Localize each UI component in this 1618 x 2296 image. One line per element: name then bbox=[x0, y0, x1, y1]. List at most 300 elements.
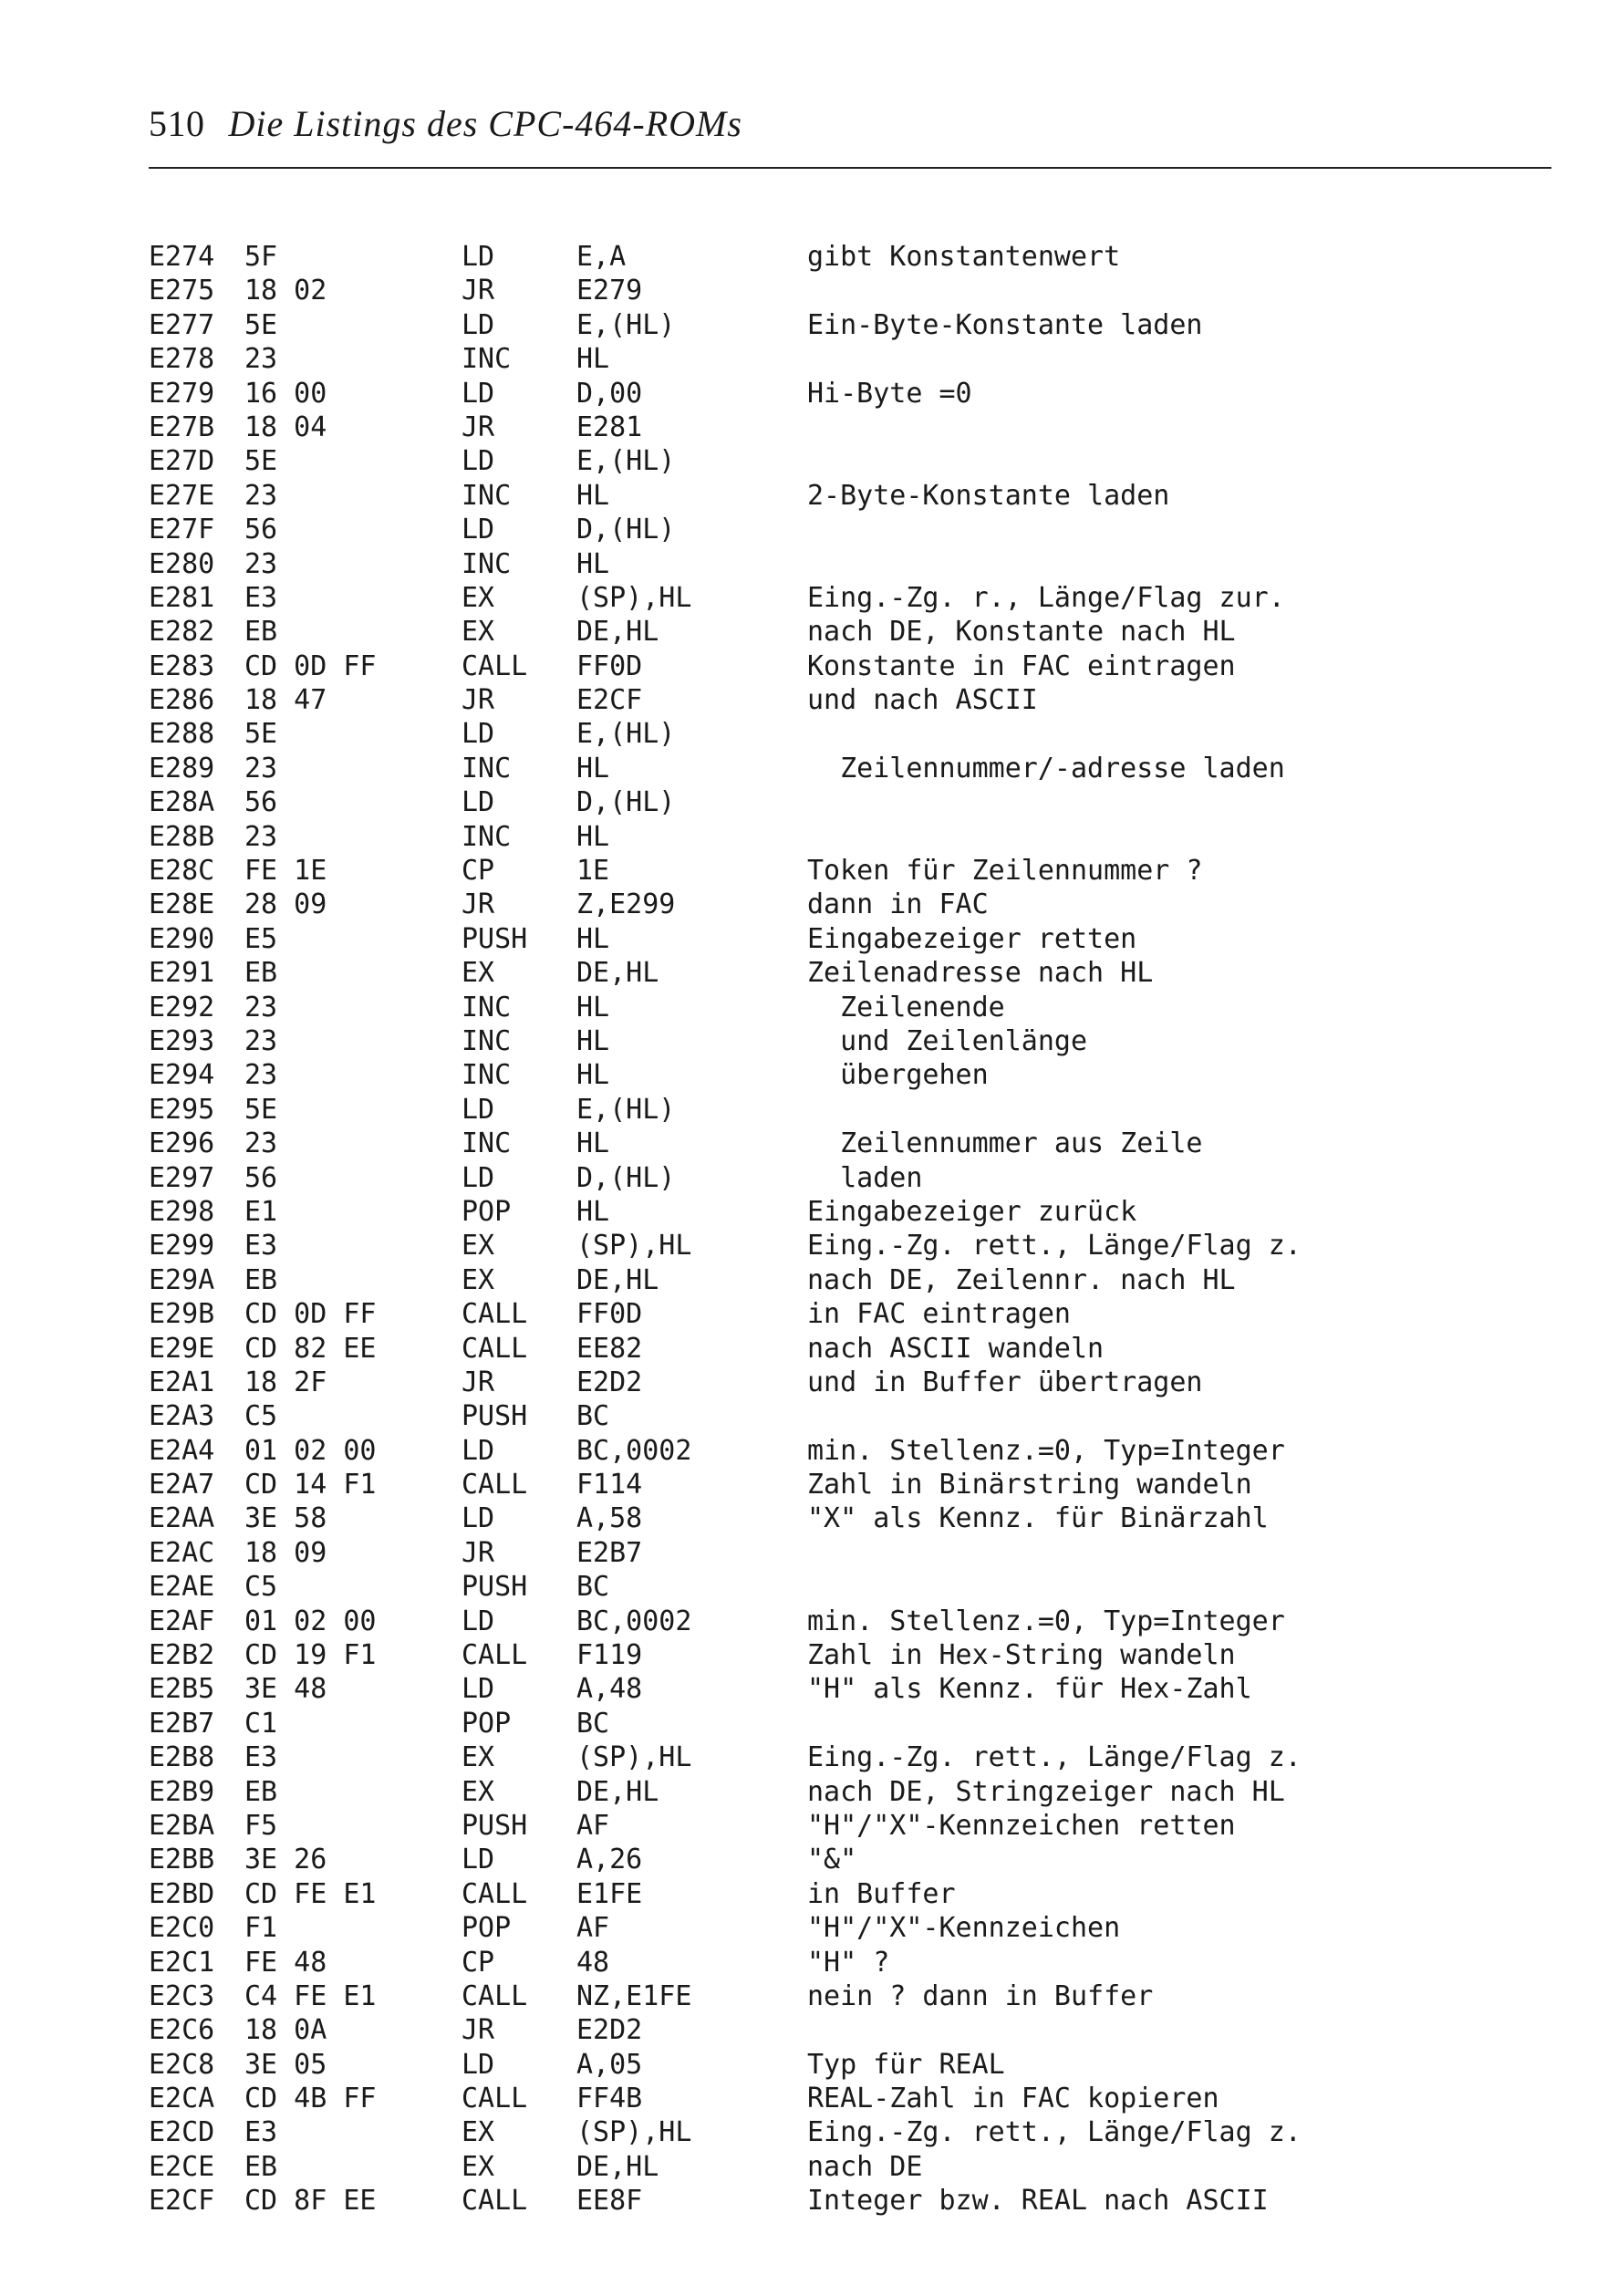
opcode-bytes-cell: 23 bbox=[244, 343, 278, 376]
operand-cell: BC bbox=[576, 1707, 610, 1740]
address-cell: E2CD bbox=[149, 2116, 215, 2149]
opcode-bytes-cell: EB bbox=[244, 1263, 278, 1296]
address-cell: E2B7 bbox=[149, 1707, 215, 1740]
listing-row bbox=[149, 2150, 1553, 2184]
address-cell: E274 bbox=[149, 241, 215, 273]
operand-cell: HL bbox=[576, 922, 610, 955]
operand-cell: BC,0002 bbox=[576, 1434, 692, 1467]
listing-row bbox=[149, 2013, 1553, 2047]
address-cell: E292 bbox=[149, 991, 215, 1023]
comment-cell: Konstante in FAC eintragen bbox=[807, 649, 1236, 682]
operand-cell: E2B7 bbox=[576, 1536, 643, 1569]
listing-row bbox=[149, 1434, 1553, 1468]
address-cell: E290 bbox=[149, 922, 215, 955]
listing-row bbox=[149, 1843, 1553, 1876]
operand-cell: FF4B bbox=[576, 2083, 643, 2115]
page-number: 510 bbox=[149, 103, 205, 144]
mnemonic-cell: JR bbox=[462, 2014, 495, 2047]
mnemonic-cell: LD bbox=[462, 1434, 495, 1467]
listing-row bbox=[149, 377, 1553, 410]
address-cell: E28C bbox=[149, 855, 215, 888]
listing-row bbox=[149, 513, 1553, 546]
address-cell: E277 bbox=[149, 308, 215, 341]
address-cell: E2CE bbox=[149, 2150, 215, 2183]
address-cell: E296 bbox=[149, 1127, 215, 1160]
opcode-bytes-cell: 23 bbox=[244, 820, 278, 853]
opcode-bytes-cell: 18 04 bbox=[244, 410, 327, 443]
operand-cell: E2D2 bbox=[576, 2014, 643, 2047]
comment-cell: Zeilenende bbox=[807, 991, 1005, 1023]
mnemonic-cell: EX bbox=[462, 957, 495, 990]
mnemonic-cell: JR bbox=[462, 888, 495, 921]
address-cell: E281 bbox=[149, 581, 215, 614]
listing-row bbox=[149, 820, 1553, 854]
comment-cell: Ein-Byte-Konstante laden bbox=[807, 308, 1203, 341]
address-cell: E2B5 bbox=[149, 1673, 215, 1706]
operand-cell: E,(HL) bbox=[576, 718, 676, 751]
comment-cell: "X" als Kennz. für Binärzahl bbox=[807, 1502, 1269, 1535]
operand-cell: D,(HL) bbox=[576, 514, 676, 546]
address-cell: E2AE bbox=[149, 1571, 215, 1604]
operand-cell: E,(HL) bbox=[576, 445, 676, 478]
mnemonic-cell: JR bbox=[462, 1366, 495, 1398]
comment-cell: nach DE, Konstante nach HL bbox=[807, 616, 1236, 649]
operand-cell: E2CF bbox=[576, 684, 643, 717]
address-cell: E2B8 bbox=[149, 1741, 215, 1774]
address-cell: E2AF bbox=[149, 1605, 215, 1637]
listing-row bbox=[149, 240, 1553, 274]
operand-cell: HL bbox=[576, 820, 610, 853]
operand-cell: F114 bbox=[576, 1469, 643, 1501]
mnemonic-cell: INC bbox=[462, 991, 512, 1023]
mnemonic-cell: INC bbox=[462, 1127, 512, 1160]
mnemonic-cell: PUSH bbox=[462, 922, 528, 955]
comment-cell: Zeilenadresse nach HL bbox=[807, 957, 1154, 990]
opcode-bytes-cell: 18 09 bbox=[244, 1536, 327, 1569]
address-cell: E295 bbox=[149, 1093, 215, 1126]
mnemonic-cell: JR bbox=[462, 410, 495, 443]
listing-row bbox=[149, 1638, 1553, 1672]
mnemonic-cell: CALL bbox=[462, 2083, 528, 2115]
opcode-bytes-cell: 3E 26 bbox=[244, 1844, 327, 1876]
comment-cell: "&" bbox=[807, 1844, 857, 1876]
comment-cell: min. Stellenz.=0, Typ=Integer bbox=[807, 1605, 1285, 1637]
address-cell: E2A7 bbox=[149, 1469, 215, 1501]
mnemonic-cell: EX bbox=[462, 1741, 495, 1774]
operand-cell: AF bbox=[576, 1809, 610, 1842]
listing-row bbox=[149, 922, 1553, 956]
opcode-bytes-cell: CD 19 F1 bbox=[244, 1639, 377, 1672]
operand-cell: HL bbox=[576, 1024, 610, 1057]
operand-cell: HL bbox=[576, 343, 610, 376]
listing-row bbox=[149, 956, 1553, 990]
operand-cell: A,48 bbox=[576, 1673, 643, 1706]
opcode-bytes-cell: C5 bbox=[244, 1400, 278, 1433]
listing-row bbox=[149, 1605, 1553, 1638]
listing-row bbox=[149, 1093, 1553, 1127]
mnemonic-cell: INC bbox=[462, 479, 512, 512]
mnemonic-cell: LD bbox=[462, 377, 495, 410]
listing-row bbox=[149, 547, 1553, 581]
mnemonic-cell: EX bbox=[462, 1775, 495, 1808]
comment-cell: Zeilennummer/-adresse laden bbox=[807, 752, 1285, 784]
opcode-bytes-cell: 18 47 bbox=[244, 684, 327, 717]
operand-cell: HL bbox=[576, 479, 610, 512]
opcode-bytes-cell: 5F bbox=[244, 241, 278, 273]
operand-cell: 1E bbox=[576, 855, 610, 888]
opcode-bytes-cell: CD 8F EE bbox=[244, 2185, 377, 2218]
mnemonic-cell: CALL bbox=[462, 1639, 528, 1672]
comment-cell: "H"/"X"-Kennzeichen retten bbox=[807, 1809, 1236, 1842]
operand-cell: DE,HL bbox=[576, 616, 659, 649]
mnemonic-cell: LD bbox=[462, 1093, 495, 1126]
header-divider bbox=[149, 167, 1551, 169]
operand-cell: HL bbox=[576, 547, 610, 580]
mnemonic-cell: JR bbox=[462, 684, 495, 717]
comment-cell: Typ für REAL bbox=[807, 2048, 1005, 2081]
listing-row bbox=[149, 2184, 1553, 2218]
operand-cell: 48 bbox=[576, 1946, 610, 1979]
comment-cell: REAL-Zahl in FAC kopieren bbox=[807, 2083, 1219, 2115]
opcode-bytes-cell: 18 0A bbox=[244, 2014, 327, 2047]
opcode-bytes-cell: C4 FE E1 bbox=[244, 1979, 377, 2012]
operand-cell: HL bbox=[576, 1127, 610, 1160]
comment-cell: Eing.-Zg. rett., Länge/Flag z. bbox=[807, 1230, 1302, 1262]
operand-cell: Z,E299 bbox=[576, 888, 676, 921]
comment-cell: Integer bzw. REAL nach ASCII bbox=[807, 2185, 1269, 2218]
operand-cell: DE,HL bbox=[576, 1775, 659, 1808]
mnemonic-cell: INC bbox=[462, 547, 512, 580]
listing-row bbox=[149, 615, 1553, 649]
mnemonic-cell: EX bbox=[462, 1230, 495, 1262]
operand-cell: NZ,E1FE bbox=[576, 1979, 692, 2012]
operand-cell: D,00 bbox=[576, 377, 643, 410]
opcode-bytes-cell: 18 2F bbox=[244, 1366, 327, 1398]
operand-cell: A,58 bbox=[576, 1502, 643, 1535]
listing-row bbox=[149, 581, 1553, 615]
listing-row bbox=[149, 1399, 1553, 1433]
mnemonic-cell: LD bbox=[462, 445, 495, 478]
operand-cell: AF bbox=[576, 1912, 610, 1945]
comment-cell: und nach ASCII bbox=[807, 684, 1038, 717]
address-cell: E29E bbox=[149, 1332, 215, 1365]
mnemonic-cell: CALL bbox=[462, 1332, 528, 1365]
mnemonic-cell: INC bbox=[462, 820, 512, 853]
comment-cell: Hi-Byte =0 bbox=[807, 377, 972, 410]
listing-row bbox=[149, 649, 1553, 683]
mnemonic-cell: LD bbox=[462, 1673, 495, 1706]
listing-row bbox=[149, 1297, 1553, 1331]
comment-cell: nein ? dann in Buffer bbox=[807, 1979, 1154, 2012]
opcode-bytes-cell: CD 0D FF bbox=[244, 649, 377, 682]
mnemonic-cell: EX bbox=[462, 1263, 495, 1296]
mnemonic-cell: PUSH bbox=[462, 1571, 528, 1604]
opcode-bytes-cell: CD 4B FF bbox=[244, 2083, 377, 2115]
operand-cell: HL bbox=[576, 752, 610, 784]
comment-cell: nach DE bbox=[807, 2150, 923, 2183]
opcode-bytes-cell: 23 bbox=[244, 991, 278, 1023]
opcode-bytes-cell: 3E 58 bbox=[244, 1502, 327, 1535]
opcode-bytes-cell: 01 02 00 bbox=[244, 1434, 377, 1467]
assembly-listing bbox=[149, 240, 1553, 2218]
listing-row bbox=[149, 717, 1553, 751]
comment-cell: Zahl in Binärstring wandeln bbox=[807, 1469, 1252, 1501]
opcode-bytes-cell: CD FE E1 bbox=[244, 1877, 377, 1910]
operand-cell: E,(HL) bbox=[576, 308, 676, 341]
listing-row bbox=[149, 888, 1553, 921]
address-cell: E2CA bbox=[149, 2083, 215, 2115]
operand-cell: E2D2 bbox=[576, 1366, 643, 1398]
mnemonic-cell: INC bbox=[462, 752, 512, 784]
mnemonic-cell: LD bbox=[462, 1605, 495, 1637]
comment-cell: Zeilennummer aus Zeile bbox=[807, 1127, 1203, 1160]
opcode-bytes-cell: E3 bbox=[244, 581, 278, 614]
mnemonic-cell: JR bbox=[462, 1536, 495, 1569]
operand-cell: E281 bbox=[576, 410, 643, 443]
comment-cell: Zahl in Hex-String wandeln bbox=[807, 1639, 1236, 1672]
mnemonic-cell: PUSH bbox=[462, 1809, 528, 1842]
listing-row bbox=[149, 410, 1553, 444]
mnemonic-cell: CALL bbox=[462, 649, 528, 682]
opcode-bytes-cell: C1 bbox=[244, 1707, 278, 1740]
address-cell: E297 bbox=[149, 1161, 215, 1194]
mnemonic-cell: LD bbox=[462, 786, 495, 819]
comment-cell: Eing.-Zg. rett., Länge/Flag z. bbox=[807, 2116, 1302, 2149]
comment-cell: und Zeilenlänge bbox=[807, 1024, 1088, 1057]
comment-cell: Token für Zeilennummer ? bbox=[807, 855, 1203, 888]
address-cell: E2AC bbox=[149, 1536, 215, 1569]
operand-cell: E1FE bbox=[576, 1877, 643, 1910]
listing-row bbox=[149, 2115, 1553, 2149]
opcode-bytes-cell: E3 bbox=[244, 1230, 278, 1262]
listing-row bbox=[149, 1979, 1553, 2013]
listing-row bbox=[149, 683, 1553, 717]
opcode-bytes-cell: 23 bbox=[244, 752, 278, 784]
mnemonic-cell: LD bbox=[462, 514, 495, 546]
opcode-bytes-cell: CD 0D FF bbox=[244, 1298, 377, 1331]
address-cell: E28B bbox=[149, 820, 215, 853]
comment-cell: in Buffer bbox=[807, 1877, 956, 1910]
operand-cell: BC,0002 bbox=[576, 1605, 692, 1637]
address-cell: E282 bbox=[149, 616, 215, 649]
listing-row bbox=[149, 274, 1553, 307]
opcode-bytes-cell: CD 14 F1 bbox=[244, 1469, 377, 1501]
address-cell: E2C3 bbox=[149, 1979, 215, 2012]
opcode-bytes-cell: EB bbox=[244, 616, 278, 649]
address-cell: E2CF bbox=[149, 2185, 215, 2218]
opcode-bytes-cell: 18 02 bbox=[244, 275, 327, 307]
listing-row bbox=[149, 1161, 1553, 1195]
mnemonic-cell: LD bbox=[462, 1161, 495, 1194]
address-cell: E294 bbox=[149, 1059, 215, 1092]
mnemonic-cell: POP bbox=[462, 1707, 512, 1740]
opcode-bytes-cell: E3 bbox=[244, 1741, 278, 1774]
address-cell: E280 bbox=[149, 547, 215, 580]
mnemonic-cell: CP bbox=[462, 1946, 495, 1979]
opcode-bytes-cell: EB bbox=[244, 1775, 278, 1808]
comment-cell: Eingabezeiger retten bbox=[807, 922, 1137, 955]
listing-row bbox=[149, 1195, 1553, 1229]
mnemonic-cell: CALL bbox=[462, 1469, 528, 1501]
listing-row bbox=[149, 1740, 1553, 1774]
operand-cell: HL bbox=[576, 1059, 610, 1092]
operand-cell: FF0D bbox=[576, 1298, 643, 1331]
address-cell: E28A bbox=[149, 786, 215, 819]
address-cell: E286 bbox=[149, 684, 215, 717]
opcode-bytes-cell: E1 bbox=[244, 1195, 278, 1228]
comment-cell: und in Buffer übertragen bbox=[807, 1366, 1203, 1398]
opcode-bytes-cell: C5 bbox=[244, 1571, 278, 1604]
comment-cell: übergehen bbox=[807, 1059, 989, 1092]
opcode-bytes-cell: 28 09 bbox=[244, 888, 327, 921]
operand-cell: BC bbox=[576, 1571, 610, 1604]
listing-row bbox=[149, 1058, 1553, 1092]
address-cell: E2A4 bbox=[149, 1434, 215, 1467]
operand-cell: BC bbox=[576, 1400, 610, 1433]
mnemonic-cell: LD bbox=[462, 718, 495, 751]
address-cell: E2AA bbox=[149, 1502, 215, 1535]
operand-cell: A,05 bbox=[576, 2048, 643, 2081]
comment-cell: in FAC eintragen bbox=[807, 1298, 1071, 1331]
listing-row bbox=[149, 1809, 1553, 1843]
opcode-bytes-cell: F1 bbox=[244, 1912, 278, 1945]
listing-row bbox=[149, 342, 1553, 376]
operand-cell: D,(HL) bbox=[576, 786, 676, 819]
page-title: Die Listings des CPC-464-ROMs bbox=[228, 103, 742, 144]
mnemonic-cell: CALL bbox=[462, 1979, 528, 2012]
opcode-bytes-cell: E5 bbox=[244, 922, 278, 955]
address-cell: E283 bbox=[149, 649, 215, 682]
listing-row bbox=[149, 1536, 1553, 1570]
operand-cell: E279 bbox=[576, 275, 643, 307]
opcode-bytes-cell: 56 bbox=[244, 514, 278, 546]
address-cell: E298 bbox=[149, 1195, 215, 1228]
operand-cell: EE82 bbox=[576, 1332, 643, 1365]
mnemonic-cell: EX bbox=[462, 581, 495, 614]
operand-cell: F119 bbox=[576, 1639, 643, 1672]
listing-row bbox=[149, 1775, 1553, 1809]
opcode-bytes-cell: 01 02 00 bbox=[244, 1605, 377, 1637]
opcode-bytes-cell: FE 1E bbox=[244, 855, 327, 888]
comment-cell: min. Stellenz.=0, Typ=Integer bbox=[807, 1434, 1285, 1467]
operand-cell: FF0D bbox=[576, 649, 643, 682]
listing-row bbox=[149, 1911, 1553, 1945]
mnemonic-cell: CALL bbox=[462, 1298, 528, 1331]
mnemonic-cell: INC bbox=[462, 1059, 512, 1092]
mnemonic-cell: INC bbox=[462, 1024, 512, 1057]
address-cell: E2B9 bbox=[149, 1775, 215, 1808]
opcode-bytes-cell: FE 48 bbox=[244, 1946, 327, 1979]
mnemonic-cell: CALL bbox=[462, 1877, 528, 1910]
address-cell: E2C8 bbox=[149, 2048, 215, 2081]
operand-cell: EE8F bbox=[576, 2185, 643, 2218]
opcode-bytes-cell: 23 bbox=[244, 547, 278, 580]
opcode-bytes-cell: 5E bbox=[244, 718, 278, 751]
mnemonic-cell: POP bbox=[462, 1912, 512, 1945]
comment-cell: Eing.-Zg. rett., Länge/Flag z. bbox=[807, 1741, 1302, 1774]
mnemonic-cell: PUSH bbox=[462, 1400, 528, 1433]
mnemonic-cell: JR bbox=[462, 275, 495, 307]
operand-cell: (SP),HL bbox=[576, 1230, 692, 1262]
opcode-bytes-cell: 56 bbox=[244, 786, 278, 819]
listing-row bbox=[149, 1229, 1553, 1262]
operand-cell: DE,HL bbox=[576, 957, 659, 990]
mnemonic-cell: CP bbox=[462, 855, 495, 888]
listing-row bbox=[149, 785, 1553, 819]
address-cell: E275 bbox=[149, 275, 215, 307]
listing-row bbox=[149, 1024, 1553, 1058]
listing-row bbox=[149, 1263, 1553, 1297]
mnemonic-cell: EX bbox=[462, 2116, 495, 2149]
mnemonic-cell: LD bbox=[462, 2048, 495, 2081]
comment-cell: "H" als Kennz. für Hex-Zahl bbox=[807, 1673, 1252, 1706]
operand-cell: (SP),HL bbox=[576, 2116, 692, 2149]
opcode-bytes-cell: 23 bbox=[244, 479, 278, 512]
opcode-bytes-cell: CD 82 EE bbox=[244, 1332, 377, 1365]
mnemonic-cell: EX bbox=[462, 2150, 495, 2183]
address-cell: E293 bbox=[149, 1024, 215, 1057]
address-cell: E28E bbox=[149, 888, 215, 921]
operand-cell: D,(HL) bbox=[576, 1161, 676, 1194]
opcode-bytes-cell: 5E bbox=[244, 308, 278, 341]
listing-row bbox=[149, 1570, 1553, 1604]
opcode-bytes-cell: 3E 48 bbox=[244, 1673, 327, 1706]
address-cell: E2C0 bbox=[149, 1912, 215, 1945]
listing-row bbox=[149, 308, 1553, 342]
comment-cell: nach DE, Zeilennr. nach HL bbox=[807, 1263, 1236, 1296]
comment-cell: 2-Byte-Konstante laden bbox=[807, 479, 1170, 512]
address-cell: E27F bbox=[149, 514, 215, 546]
opcode-bytes-cell: 56 bbox=[244, 1161, 278, 1194]
mnemonic-cell: INC bbox=[462, 343, 512, 376]
opcode-bytes-cell: E3 bbox=[244, 2116, 278, 2149]
listing-row bbox=[149, 479, 1553, 513]
opcode-bytes-cell: 23 bbox=[244, 1127, 278, 1160]
address-cell: E29A bbox=[149, 1263, 215, 1296]
address-cell: E2B2 bbox=[149, 1639, 215, 1672]
mnemonic-cell: LD bbox=[462, 1502, 495, 1535]
address-cell: E27D bbox=[149, 445, 215, 478]
address-cell: E2A1 bbox=[149, 1366, 215, 1398]
listing-row bbox=[149, 2082, 1553, 2115]
opcode-bytes-cell: 5E bbox=[244, 1093, 278, 1126]
address-cell: E27B bbox=[149, 410, 215, 443]
listing-row bbox=[149, 752, 1553, 785]
comment-cell: laden bbox=[807, 1161, 923, 1194]
address-cell: E2A3 bbox=[149, 1400, 215, 1433]
mnemonic-cell: LD bbox=[462, 308, 495, 341]
listing-row bbox=[149, 1468, 1553, 1501]
opcode-bytes-cell: EB bbox=[244, 957, 278, 990]
address-cell: E2BD bbox=[149, 1877, 215, 1910]
page-header bbox=[149, 102, 742, 157]
opcode-bytes-cell: 23 bbox=[244, 1059, 278, 1092]
operand-cell: E,(HL) bbox=[576, 1093, 676, 1126]
mnemonic-cell: EX bbox=[462, 616, 495, 649]
address-cell: E2C6 bbox=[149, 2014, 215, 2047]
opcode-bytes-cell: EB bbox=[244, 2150, 278, 2183]
comment-cell: Eing.-Zg. r., Länge/Flag zur. bbox=[807, 581, 1285, 614]
operand-cell: (SP),HL bbox=[576, 1741, 692, 1774]
mnemonic-cell: POP bbox=[462, 1195, 512, 1228]
address-cell: E27E bbox=[149, 479, 215, 512]
listing-row bbox=[149, 1946, 1553, 1979]
operand-cell: DE,HL bbox=[576, 1263, 659, 1296]
opcode-bytes-cell: 5E bbox=[244, 445, 278, 478]
mnemonic-cell: LD bbox=[462, 241, 495, 273]
address-cell: E288 bbox=[149, 718, 215, 751]
comment-cell: "H" ? bbox=[807, 1946, 890, 1979]
